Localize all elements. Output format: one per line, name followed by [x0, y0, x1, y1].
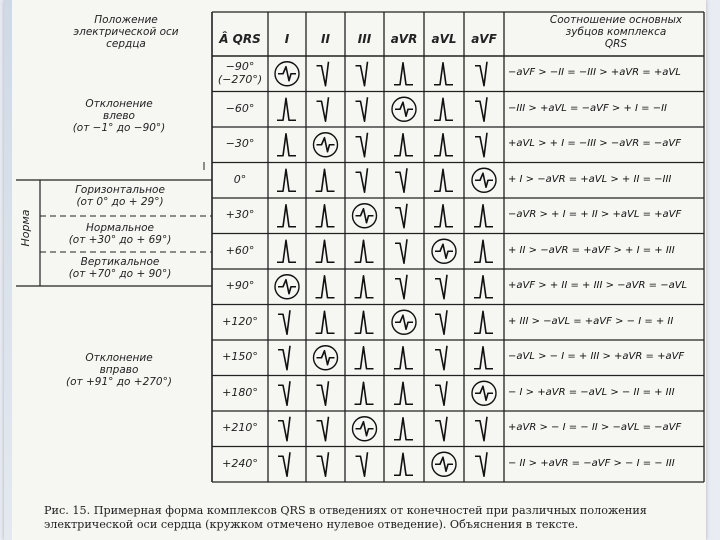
- label-line: (от 0° до + 29°): [76, 196, 164, 208]
- qrs-down-avl: [435, 346, 447, 370]
- qrs-down-ii: [317, 62, 329, 86]
- figure-caption: Рис. 15. Примерная форма комплексов QRS в отведениях от конечностей при различных положения электрической оси сердца (кружком отмечено нулевое отведение). Объяснения в тексте.: [44, 504, 647, 531]
- qrs-down-avr: [395, 204, 407, 228]
- qrs-up-ii: [316, 205, 335, 227]
- qrs-up-iii: [355, 311, 374, 333]
- label-line: Горизонтальное: [75, 184, 165, 196]
- qrs-down-i: [278, 346, 290, 370]
- qrs-up-i: [277, 240, 296, 262]
- qrs-down-i: [278, 381, 290, 405]
- qrs-down-iii: [356, 452, 368, 476]
- angle-value: [212, 60, 268, 86]
- qrs-up-i: [277, 98, 296, 120]
- qrs-down-i: [278, 417, 290, 441]
- relation-text: + II > −aVR = +aVF > + I = + III: [508, 244, 675, 256]
- qrs-down-avl: [435, 381, 447, 405]
- label-line: (от −1° до −90°): [72, 122, 166, 134]
- qrs-up-avr: [394, 134, 413, 156]
- qrs-down-avr: [395, 275, 407, 299]
- label-line: (от +70° до + 90°): [68, 268, 172, 280]
- qrs-down-i: [278, 310, 290, 334]
- relations-header-line: Соотношение основных: [549, 14, 683, 26]
- angle-value: +120°: [222, 314, 258, 328]
- qrs-up-avl: [434, 134, 453, 156]
- qrs-down-iii: [356, 97, 368, 121]
- qrs-up-avf: [474, 347, 493, 369]
- left-title: [60, 14, 192, 50]
- qrs-circle-avl: [432, 239, 456, 263]
- angle-value: +30°: [225, 208, 255, 221]
- vertical-label: [50, 256, 190, 280]
- qrs-down-iii: [356, 62, 368, 86]
- angle-value: 0°: [233, 172, 247, 186]
- relation-text: + III > −aVL = +aVF > − I = + II: [508, 315, 674, 327]
- qrs-down-avf: [475, 62, 487, 86]
- relation-text: −III > +aVL = −aVF > + I = −II: [508, 102, 667, 114]
- qrs-circle-avf: [472, 381, 496, 405]
- qrs-circle-avf: [472, 168, 496, 192]
- qrs-up-ii: [316, 311, 335, 333]
- relation-text: −aVR > + I = + II > +aVL = +aVF: [508, 209, 682, 220]
- qrs-up-avl: [434, 63, 453, 85]
- relation-text: +aVR > − I = − II > −aVL = −aVF: [508, 422, 682, 433]
- qrs-up-avl: [434, 98, 453, 120]
- relations-header-line: QRS: [604, 38, 628, 50]
- angle-value: −60°: [225, 101, 255, 115]
- left-title-line: Положение: [94, 14, 158, 26]
- relation-text: − II > +aVR = −aVF > − I = − III: [508, 457, 675, 469]
- qrs-up-avf: [474, 240, 493, 262]
- relation-text: +aVL > + I = −III > −aVR = −aVF: [508, 138, 681, 149]
- qrs-circle-avr: [392, 97, 416, 121]
- lead-header-iii: III: [357, 32, 372, 46]
- qrs-down-avf: [475, 417, 487, 441]
- qrs-down-ii: [317, 97, 329, 121]
- angle-value: −30°: [225, 137, 255, 150]
- angle-value: +90°: [225, 279, 255, 292]
- lead-header-ii: II: [321, 32, 330, 46]
- angle-value-line: −90°: [225, 60, 255, 73]
- label-line: Вертикальное: [80, 256, 160, 268]
- lead-header-avr: aVR: [390, 32, 418, 46]
- qrs-down-avr: [395, 168, 407, 192]
- label-line: (от +30° до + 69°): [68, 234, 172, 246]
- lead-header-i: I: [284, 32, 290, 46]
- horizontal-label: [50, 184, 190, 208]
- qrs-up-avr: [394, 347, 413, 369]
- qrs-circle-iii: [353, 204, 377, 228]
- label-line: Нормальное: [86, 222, 154, 234]
- qrs-down-avf: [475, 452, 487, 476]
- right-deviation-label: [54, 352, 184, 388]
- qrs-up-avf: [474, 276, 493, 298]
- qrs-circle-iii: [353, 417, 377, 441]
- qrs-down-avl: [435, 417, 447, 441]
- qrs-down-ii: [317, 381, 329, 405]
- relation-text: − I > +aVR = −aVL > − II = + III: [508, 386, 675, 398]
- label-line: влево: [103, 110, 135, 122]
- label-line: Отклонение: [85, 98, 153, 110]
- lead-header-avl: aVL: [431, 32, 457, 46]
- qrs-up-avf: [474, 311, 493, 333]
- left-title-line: сердца: [106, 38, 146, 50]
- qrs-up-i: [277, 205, 296, 227]
- document-page: [4, 0, 706, 540]
- qrs-up-avr: [394, 453, 413, 475]
- qrs-circle-avr: [392, 310, 416, 334]
- qrs-down-ii: [317, 417, 329, 441]
- qrs-up-iii: [355, 347, 374, 369]
- left-title-line: электрической оси: [73, 26, 179, 38]
- relation-text: −aVF > −II = −III > +aVR = +aVL: [508, 67, 681, 78]
- qrs-down-avf: [475, 133, 487, 157]
- qrs-down-avr: [395, 239, 407, 263]
- qrs-up-ii: [316, 276, 335, 298]
- qrs-up-avl: [434, 169, 453, 191]
- label-line: Отклонение: [85, 352, 153, 364]
- qrs-circle-i: [275, 275, 299, 299]
- qrs-down-avl: [435, 310, 447, 334]
- angle-value: +150°: [222, 350, 258, 363]
- qrs-circle-i: [275, 62, 299, 86]
- angle-header: Â QRS: [219, 32, 261, 46]
- qrs-circle-ii: [314, 346, 338, 370]
- qrs-up-avr: [394, 382, 413, 404]
- label-line: (от +91° до +270°): [66, 376, 172, 388]
- qrs-up-iii: [355, 276, 374, 298]
- qrs-down-i: [278, 452, 290, 476]
- qrs-down-iii: [356, 168, 368, 192]
- qrs-up-i: [277, 169, 296, 191]
- qrs-up-avf: [474, 205, 493, 227]
- qrs-up-ii: [316, 169, 335, 191]
- label-line: вправо: [99, 364, 139, 376]
- angle-value: +180°: [222, 385, 258, 399]
- relation-text: +aVF > + II = + III > −aVR = −aVL: [508, 280, 688, 291]
- qrs-circle-avl: [432, 452, 456, 476]
- angle-value: +210°: [222, 421, 258, 434]
- relation-text: + I > −aVR = +aVL > + II = −III: [508, 173, 672, 185]
- qrs-up-avr: [394, 63, 413, 85]
- qrs-down-iii: [356, 133, 368, 157]
- normal-label: [50, 222, 190, 246]
- qrs-circle-ii: [314, 133, 338, 157]
- norma-label: Норма: [19, 209, 32, 247]
- qrs-up-iii: [355, 240, 374, 262]
- qrs-down-avl: [435, 275, 447, 299]
- angle-value-line: (−270°): [217, 73, 263, 86]
- qrs-up-i: [277, 134, 296, 156]
- qrs-down-avf: [475, 97, 487, 121]
- angle-value: +60°: [225, 243, 255, 257]
- qrs-up-avr: [394, 418, 413, 440]
- relation-text: −aVL > − I = + III > +aVR = +aVF: [508, 351, 685, 362]
- relations-header-line: зубцов комплекса: [565, 26, 667, 38]
- angle-value: +240°: [222, 456, 258, 470]
- qrs-up-avl: [434, 205, 453, 227]
- lead-header-avf: aVF: [471, 32, 497, 46]
- qrs-down-ii: [317, 452, 329, 476]
- qrs-up-ii: [316, 240, 335, 262]
- qrs-up-iii: [355, 382, 374, 404]
- left-deviation-label: [54, 98, 184, 134]
- relations-header: [528, 14, 704, 50]
